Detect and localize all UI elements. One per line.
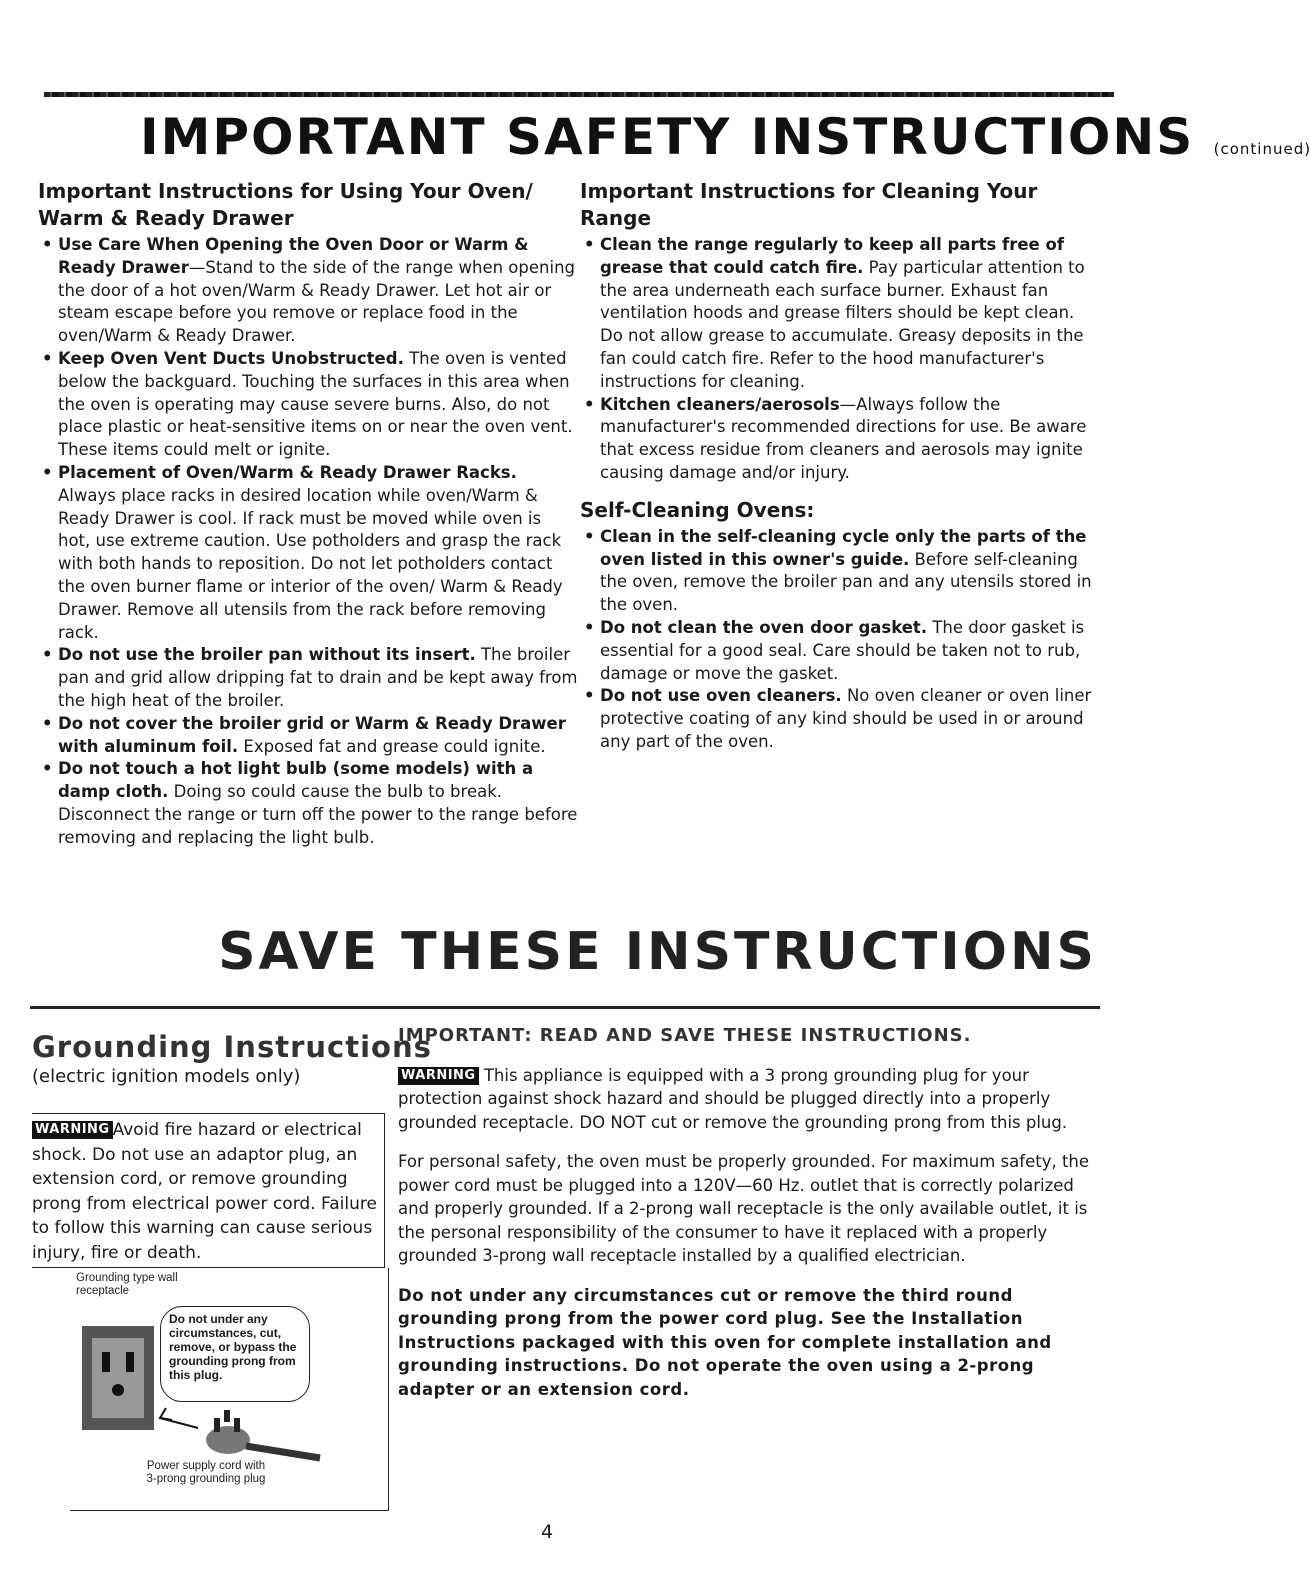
continued-label: (continued) (1213, 140, 1311, 158)
list-item: • Keep Oven Vent Ducts Unobstructed. The oven is vented below the backguard. Touching the surfaces in this area when the oven is operating may cause severe burns. Also, do not place plastic or heat-sensitive items on or near the oven vent. These items could melt or ignite. (38, 348, 578, 462)
list-item: • Do not use oven cleaners. No oven cleaner or oven liner protective coating of any kind should be used in or around any part of the oven. (580, 685, 1100, 753)
page-number: 4 (541, 1521, 554, 1543)
plug-label: Power supply cord with 3-prong grounding plug (146, 1460, 266, 1485)
list-item: • Use Care When Opening the Oven Door or Warm & Ready Drawer—Stand to the side of the range when opening the door of a hot oven/Warm & Ready Drawer. Let hot air or steam escape before you remove or replace food in the oven/Warm & Ready Drawer. (38, 234, 578, 348)
oven-instructions-heading: Important Instructions for Using Your Oven/ Warm & Ready Drawer (38, 179, 533, 230)
self-cleaning-list (580, 526, 1100, 754)
grounding-callout: Do not under any circumstances, cut, remove, or bypass the grounding prong from this plug. (160, 1306, 310, 1402)
self-cleaning-heading: Self-Cleaning Ovens: (580, 497, 815, 522)
section-divider (30, 1006, 1100, 1009)
receptacle-face (92, 1338, 144, 1418)
grounding-subtitle: (electric ignition models only) (32, 1066, 301, 1087)
receptacle-label: Grounding type wall receptacle (76, 1272, 178, 1297)
receptacle-slot (126, 1352, 134, 1372)
top-rule (44, 92, 1114, 97)
page-title: IMPORTANT SAFETY INSTRUCTIONS (continued) (140, 108, 1311, 166)
grounding-warning-box (32, 1113, 385, 1268)
list-item: • Clean the range regularly to keep all parts free of grease that could catch fire. Pay particular attention to the area underneath each surface burner. Exhaust fan ventilation hoods and grease filters should be kept clean. Do not allow grease to accumulate. Greasy deposits in the fan could catch fire. Refer to the hood manufacturer's instructions for cleaning. (580, 234, 1100, 394)
warning-badge: WARNING (32, 1121, 113, 1139)
list-item: • Do not cover the broiler grid or Warm & Ready Drawer with aluminum foil. Exposed fat and grease could ignite. (38, 713, 578, 759)
ground-hole (112, 1384, 124, 1396)
prong-warning-paragraph: Do not under any circumstances cut or remove the third round grounding prong from the power cord plug. See the Installation Instructions packaged with this oven for complete installation and grounding instructions. Do not operate the oven using a 2-prong adapter or an extension cord. (398, 1285, 1052, 1399)
warning-paragraph: WARNING This appliance is equipped with a 3 prong grounding plug for your protection against shock hazard and should be plugged directly into a properly grounded receptacle. DO NOT cut or remove the grounding prong from this plug. (398, 1065, 1068, 1132)
plug-prong (214, 1418, 220, 1432)
grounding-warning-text: Avoid fire hazard or electrical shock. Do not use an adaptor plug, an extension cord, or remove grounding prong from electrical power cord. Failure to follow this warning can cause serious injury, fire or death. (32, 1120, 377, 1263)
oven-instructions-section (38, 178, 578, 850)
grounding-title: Grounding Instructions (32, 1030, 432, 1064)
oven-instructions-list (38, 234, 578, 850)
list-item: • Clean in the self-cleaning cycle only the parts of the oven listed in this owner's guide. Before self-cleaning the oven, remove the broiler pan and any utensils stored in the oven. (580, 526, 1100, 617)
cleaning-instructions-heading: Important Instructions for Cleaning Your Range (580, 179, 1038, 230)
warning-badge: WARNING (398, 1067, 479, 1085)
plug-head (206, 1426, 250, 1454)
list-item: • Placement of Oven/Warm & Ready Drawer Racks. Always place racks in desired location while oven/Warm & Ready Drawer is cool. If rack must be moved while oven is hot, use extreme caution. Use potholders and grasp the rack with both hands to reposition. Do not let potholders contact the oven burner flame or interior of the oven/ Warm & Ready Drawer. Remove all utensils from the rack before removing rack. (38, 462, 578, 644)
arrowhead (160, 1408, 172, 1420)
power-cord (246, 1446, 320, 1458)
list-item: • Kitchen cleaners/aerosols—Always follow the manufacturer's recommended directions for use. Be aware that excess residue from cleaners and aerosols may ignite causing damage and/or injury. (580, 394, 1100, 485)
save-instructions-banner: SAVE THESE INSTRUCTIONS (218, 922, 1097, 982)
grounding-plug-illustration (70, 1268, 389, 1511)
cleaning-instructions-section (580, 178, 1100, 754)
plug-prong (234, 1418, 240, 1432)
list-item: • Do not clean the oven door gasket. The door gasket is essential for a good seal. Care should be taken not to rub, damage or move the gasket. (580, 617, 1100, 685)
list-item: • Do not touch a hot light bulb (some models) with a damp cloth. Doing so could cause the bulb to break. Disconnect the range or turn off the power to the range before removing and replacing the light bulb. (38, 758, 578, 849)
receptacle-slot (102, 1352, 110, 1372)
cleaning-instructions-list (580, 234, 1100, 485)
grounding-instructions-text (398, 1024, 1098, 1417)
important-read-heading: IMPORTANT: READ AND SAVE THESE INSTRUCTIONS. (398, 1025, 972, 1046)
ground-prong (224, 1410, 230, 1422)
safety-paragraph: For personal safety, the oven must be properly grounded. For maximum safety, the power cord must be plugged into a 120V—60 Hz. outlet that is correctly polarized and properly grounded. If a 2-prong wall receptacle is the only available outlet, it is the personal responsibility of the consumer to have it replaced with a properly grounded 3-prong wall receptacle installed by a qualified electrician. (398, 1152, 1090, 1265)
list-item: • Do not use the broiler pan without its insert. The broiler pan and grid allow dripping fat to drain and be kept away from the high heat of the broiler. (38, 644, 578, 712)
